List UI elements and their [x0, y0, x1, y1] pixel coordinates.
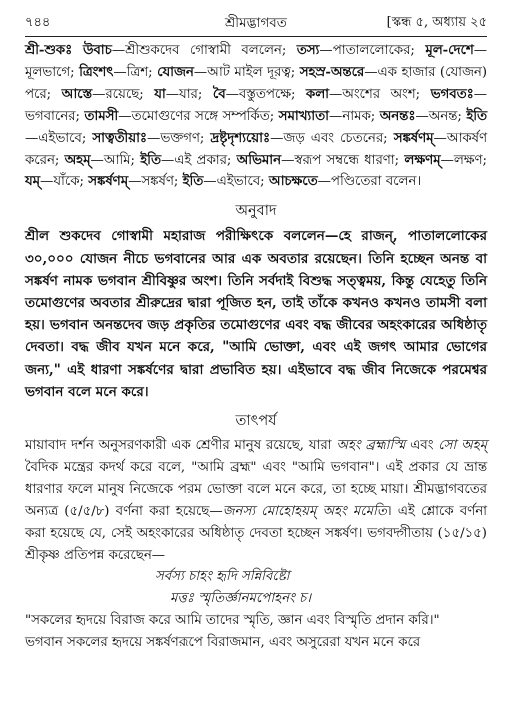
synonym-meaning: —এইভাবে; — [203, 174, 265, 190]
synonym-meaning: —এই প্রকার; — [160, 152, 232, 168]
synonym-term: বৈ — [212, 86, 226, 102]
book-title: শ্রীমদ্ভাগবত — [225, 15, 287, 31]
synonym-term: আচক্ষতে — [268, 174, 318, 190]
synonym-term: আস্তে — [61, 86, 93, 102]
synonym-term: শ্রী-শুকঃ উবাচ — [25, 43, 112, 58]
synonym-meaning: —মূলভাগে; — [25, 43, 488, 80]
synonym-meaning: —তমোগুণের সঙ্গে সম্পর্কিত; — [118, 108, 275, 124]
synonym-term: যম্ — [25, 174, 41, 190]
purport-text: মায়াবাদ দর্শন অনুসরণকারী এক শ্রেণীর মানুষ রয়েছে, যারা — [25, 437, 337, 453]
purport-heading: তাৎপর্য — [235, 412, 277, 429]
translation-text: শ্রীল শুকদেব গোস্বামী মহারাজ পরীক্ষিৎকে বললেন—হে রাজন্, পাতাললোকের ৩০,০০০ যোজন নীচে ভগবানের আর এক অবতার রয়েছেন। তিনি হচ্ছেন অনন্ত বা সঙ্কর্ষণ নামক ভগবান শ্রীবিষ্ণুর অংশ। তিনি সর্বদাই বিশুদ্ধ সত্ত্বময়, কিন্তু যেহেতু তিনি তমোগুণের অবতার শ্রীরুদ্রের দ্বারা পূজিত হন, তাই তাঁকে কখনও কখনও তামসী বলা হয়। ভগবান অনন্তদেব জড় প্রকৃতির তমোগুণের এবং বদ্ধ জীবের অহংকারের অধিষ্ঠাতৃ দেবতা। বদ্ধ জীব যখন মনে করে, "আমি ভোক্তা, এবং এই জগৎ আমার ভোগের জন্য," এই ধারণা সঙ্কর্ষণের দ্বারা প্রভাবিত হয়। এইভাবে বদ্ধ জীব নিজেকে পরমেশ্বর ভগবান বলে মনে করে। — [25, 228, 487, 400]
synonym-term: অভিমান — [236, 152, 282, 168]
synonym-term: ইতি — [140, 152, 161, 168]
synonym-meaning: —জড় এবং চেতনের; — [270, 130, 388, 146]
synonym-meaning: —পাতাললোকের; — [319, 43, 415, 58]
synonym-term: যা — [154, 86, 166, 102]
synonym-term: ভগবতঃ — [430, 86, 474, 102]
chapter-reference: [স্কন্ধ ৫, অধ্যায় ২৫ — [386, 15, 487, 30]
synonym-meaning: —যাঁকে; — [40, 174, 84, 190]
gita-verse — [25, 566, 487, 610]
page-header — [25, 11, 487, 33]
synonym-meaning: —বস্তুতপক্ষে; — [225, 86, 296, 102]
synonym-meaning: —রয়েছে; — [92, 86, 144, 102]
synonym-term: অহম্ — [64, 152, 91, 168]
purport-paragraph — [25, 435, 487, 566]
synonym-term: তামসী — [84, 108, 119, 124]
synonym-meaning: —ত্রিশ; — [113, 64, 153, 80]
sanskrit-phrase: অহং ব্রহ্মাস্মি — [336, 437, 406, 453]
synonym-meaning: —লক্ষণ; — [440, 152, 488, 168]
synonym-meaning: —সঙ্কর্ষণ; — [128, 174, 179, 190]
header-rule — [25, 36, 487, 37]
page-content — [25, 40, 487, 654]
synonym-meaning: —আমি; — [90, 152, 136, 168]
purport-text: । এই শ্লোকে বর্ণনা করা হয়েছে যে, সেই অহংকারের অধিষ্ঠাতৃ দেবতা হচ্ছেন সঙ্কর্ষণ। ভগবদ্গীতায় (১৫/১৫) শ্রীকৃষ্ণ প্রতিপন্ন করেছেন— — [25, 503, 487, 563]
synonym-term: লক্ষণম্ — [404, 152, 441, 168]
sanskrit-phrase: সো অহম্ — [438, 437, 487, 453]
purport-text: বৈদিক মন্ত্রের কদর্থ করে বলে, "আমি ব্রহ্ম" এবং "আমি ভগবান"। এই প্রকার যে ভ্রান্ত ধারণার ফলে মানুষ নিজেকে পরম ভোক্তা বলে মনে করে, তা হচ্ছে মায়া। শ্রীমদ্ভাগবতের অন্যত্র (৫/৫/৮) বর্ণনা করা হয়েছে— — [25, 459, 487, 519]
synonym-meaning: —অনন্ত; — [415, 108, 462, 124]
translation-heading: অনুবাদ — [235, 203, 277, 220]
synonym-term: দ্রষ্টৃদৃশ্যয়োঃ — [210, 130, 271, 146]
synonym-term: ত্রিংশৎ — [79, 64, 114, 80]
synonym-term: সঙ্কর্ষণম্ — [88, 174, 129, 190]
synonym-meaning: —শ্রীশুকদেব গোস্বামী বললেন; — [111, 43, 287, 58]
synonym-meaning: —এক হাজার (যোজন) পরে; — [25, 64, 488, 102]
synonym-term: সঙ্কর্ষণম্ — [393, 130, 434, 146]
synonym-term: সমাখ্যাতা — [278, 108, 329, 124]
synonym-meaning: —ভক্তগণ; — [147, 130, 205, 146]
synonym-meaning: —ভগবানের; — [25, 86, 487, 124]
synonym-term: ইতি — [182, 174, 204, 190]
synonym-term: যোজন — [157, 64, 194, 80]
synonym-meaning: —নামক; — [328, 108, 376, 124]
verse-translation-quote: "সকলের হৃদয়ে বিরাজ করে আমি তাদের স্মৃতি, জ্ঞান এবং বিস্মৃতি প্রদান করি।" — [25, 613, 440, 629]
synonym-meaning: —আট মাইল দূরত্ব; — [193, 64, 296, 80]
word-for-word-synonyms — [25, 40, 487, 193]
synonym-meaning: —পণ্ডিতেরা বলেন। — [317, 174, 422, 190]
synonym-term: তস্য — [296, 43, 320, 58]
synonym-meaning: —এইভাবে; — [25, 130, 87, 146]
sanskrit-phrase: জনস্য মোহোহয়ম্ অহং মমেতি — [222, 503, 387, 519]
synonym-term: সহস্র-অন্তরে — [299, 64, 365, 80]
synonym-meaning: —স্বরূপ সম্বন্ধে ধারণা; — [281, 152, 400, 168]
synonym-term: মূল-দেশে — [425, 43, 474, 58]
purport-text: এবং — [405, 437, 439, 453]
synonym-meaning: —অংশের অংশ; — [329, 86, 421, 102]
purport-paragraph: ভগবান সকলের হৃদয়ে সঙ্কর্ষণরূপে বিরাজমান, এবং অসুরেরা যখন মনে করে — [25, 635, 421, 651]
synonym-term: ইতি — [466, 108, 488, 124]
synonym-meaning: —যার; — [165, 86, 203, 102]
synonym-meaning: —আকর্ষণ করেন; — [25, 130, 488, 168]
synonym-term: সাত্বতীয়াঃ — [92, 130, 148, 146]
synonym-term: অনন্তঃ — [379, 108, 416, 124]
synonym-term: কলা — [305, 86, 329, 102]
page-number: ৭৪৪ — [25, 15, 51, 30]
verse-line: সর্বস্য চাহং হৃদি সন্নিবিষ্টো — [155, 569, 290, 585]
verse-line: মত্তঃ স্মৃতির্জ্ঞানমপোহনং চ। — [170, 591, 311, 607]
